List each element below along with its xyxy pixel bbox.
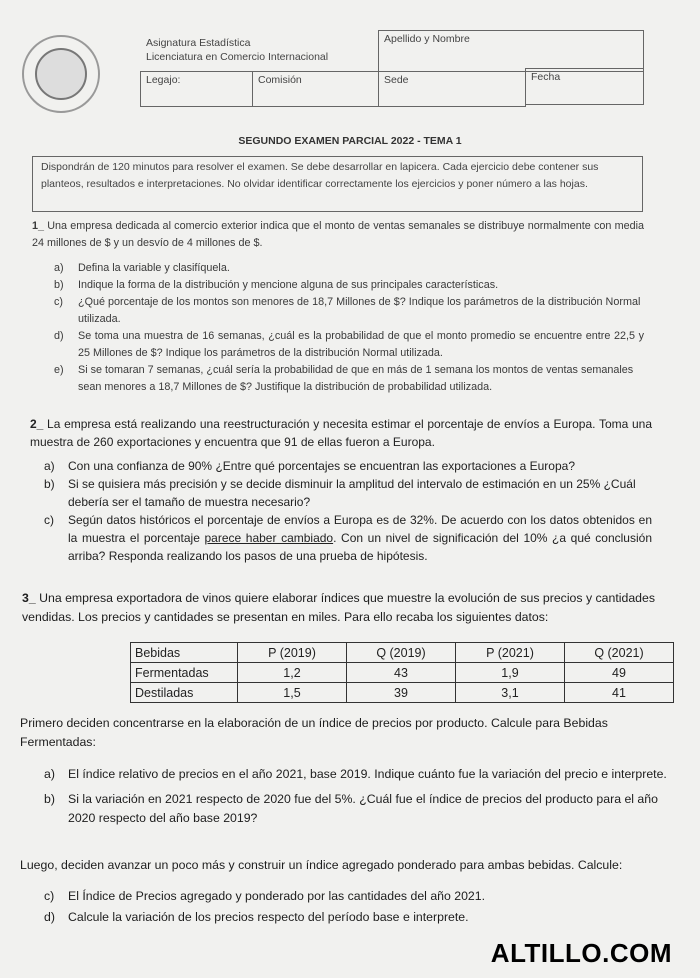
q3-items-1 [44,765,674,828]
q3-item: a) El índice relativo de precios en el año 2021, base 2019. Indique cuánto fue la variación del precio e interprete. [44,767,667,781]
q2-item: c) Según datos históricos el porcentaje de envíos a Europa es de 32%. De acuerdo con los datos obtenidos en la muestra el porcentaje parece haber cambiado. Con un nivel de significación del 10% ¿a qué conclusión arriba? Responda realizando los pasos de una prueba de hipótesis. [44,513,652,563]
table-header-row: Bebidas P (2019) Q (2019) P (2021) Q (2021) [131,643,674,663]
exam-title: SEGUNDO EXAMEN PARCIAL 2022 - TEMA 1 [238,135,462,147]
comision-field: Comisión [252,71,379,107]
question-1 [32,218,644,396]
course-info [146,36,328,64]
altillo-watermark: ALTILLO.COM [490,938,672,968]
question-2 [30,415,652,565]
subject: Asignatura Estadística [146,37,251,49]
university-seal-logo [22,35,100,113]
legajo-field: Legajo: [140,71,253,107]
table-row: Fermentadas 1,2 43 1,9 49 [131,663,674,683]
q1-item: e) Si se tomaran 7 semanas, ¿cuál sería la probabilidad de que en más de 1 semana los montos de ventas semanales sean menores a 18,7 Millones de $? Justifique la distribución de probabilidad utilizada. [54,364,634,393]
q2-item: b) Si se quisiera más precisión y se decide disminuir la amplitud del intervalo de estimación en un 25% ¿Cuál debería ser el tamaño de muestra necesario? [44,477,636,509]
question-3 [22,589,672,627]
name-field: Apellido y Nombre [378,30,644,72]
q3-item: c) El Índice de Precios agregado y ponderado por las cantidades del año 2021. [44,889,486,903]
q2-text: La empresa está realizando una reestructuración y necesita estimar el porcentaje de envíos a Europa. Toma una muestra de 260 exportaciones y encuentra que 91 de ellas fueron a Europa. [30,417,652,449]
q2-number: 2_ [30,417,44,431]
q1-item: c) ¿Qué porcentaje de los montos son menores de 18,7 Millones de $? Indique los parámetros de la distribución Normal utilizada. [54,296,641,325]
instructions-box: Dispondrán de 120 minutos para resolver el examen. Se debe desarrollar en lapicera. Cada ejercicio debe contener sus planteos, resultados e interpretaciones. No olvidar identificar correctamente los ejercicios y poner número a las hojas. [32,156,643,212]
q3-item: d) Calcule la variación de los precios respecto del período base e interprete. [44,910,469,924]
q3-number: 3_ [22,591,36,605]
q1-number: 1_ [32,220,45,232]
q3-text: Una empresa exportadora de vinos quiere elaborar índices que muestre la evolución de sus precios y cantidades vendidas. Los precios y cantidades se presentan en miles. Para ello recaba los siguientes datos: [22,591,655,624]
data-table [130,642,674,703]
q1-text: Una empresa dedicada al comercio exterior indica que el monto de ventas semanales se distribuye normalmente con media 24 millones de $ y un desvío de 4 millones de $. [32,220,645,249]
q3-items-2 [44,887,674,927]
q3-then: Luego, deciden avanzar un poco más y construir un índice agregado ponderado para ambas bebidas. Calcule: [20,858,623,872]
degree: Licenciatura en Comercio Internacional [146,51,329,63]
q2-item: a) Con una confianza de 90% ¿Entre qué porcentajes se encuentran las exportaciones a Europa? [44,459,575,473]
q3-item: b) Si la variación en 2021 respecto de 2020 fue del 5%. ¿Cuál fue el índice de precios del producto para el año 2020 respecto del año base 2019? [44,792,658,825]
q3-intro: Primero deciden concentrarse en la elaboración de un índice de precios por producto. Calcule para Bebidas Fermentadas: [20,716,608,749]
fecha-field: Fecha [525,68,644,105]
q1-item: a) Defina la variable y clasifíquela. [54,262,230,274]
table-row: Destiladas 1,5 39 3,1 41 [131,683,674,703]
underlined-phrase: parece haber cambiado [204,531,334,545]
q1-item: b) Indique la forma de la distribución y mencione alguna de sus principales características. [54,279,499,291]
q1-item: d) Se toma una muestra de 16 semanas, ¿cuál es la probabilidad de que el monto promedio se encuentre entre 22,5 y 25 Millones de $? Indique los parámetros de la distribución Normal utilizada. [54,330,644,359]
sede-field: Sede [378,71,526,107]
